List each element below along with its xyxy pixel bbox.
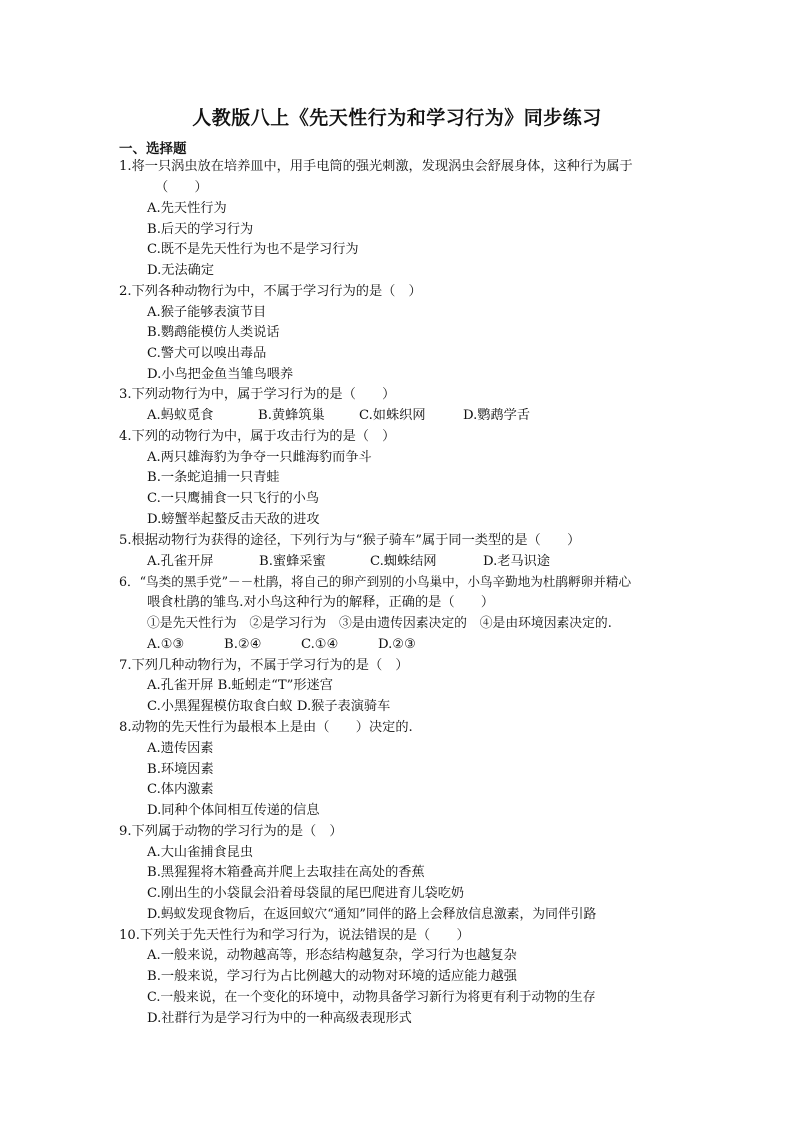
question-4-option-b: B.一条蛇追捕一只青蛙 (147, 470, 280, 485)
question-1-option-d: D.无法确定 (147, 263, 215, 278)
question-3-option-c: C.如蛛织网 (359, 408, 426, 423)
question-6-option-c: C.①④ (301, 637, 339, 652)
question-5-option-d: D.老马识途 (483, 554, 551, 569)
page-title: 人教版八上《先天性行为和学习行为》同步练习 (192, 107, 602, 129)
question-4-option-a: A.两只雄海豹为争夺一只雌海豹而争斗 (147, 450, 372, 465)
question-10-stem: 10.下列关于先天性行为和学习行为，说法错误的是（ ） (119, 928, 470, 943)
question-7-options-line-1: A.孔雀开屏 B.蚯蚓走“T”形迷宫 (147, 678, 333, 693)
question-4-stem: 4.下列的动物行为中，属于攻击行为的是（ ） (119, 429, 396, 444)
question-10-option-a: A.一般来说，动物越高等，形态结构越复杂，学习行为也越复杂 (147, 948, 517, 963)
question-3-option-b: B.黄蜂筑巢 (258, 408, 325, 423)
question-6-option-a: A.①③ (147, 637, 185, 652)
question-10-option-d: D.社群行为是学习行为中的一种高级表现形式 (147, 1011, 412, 1026)
question-9-option-c: C.刚出生的小袋鼠会沿着母袋鼠的尾巴爬进育儿袋吃奶 (147, 886, 465, 901)
question-5-option-a: A.孔雀开屏 (147, 554, 214, 569)
question-6-stem: 6．“鸟类的黑手党”－－杜鹃，将自己的卵产到别的小鸟巢中，小鸟辛勤地为杜鹃孵卵并精心 (119, 574, 632, 589)
question-2-option-d: D.小鸟把金鱼当雏鸟喂养 (147, 367, 294, 382)
question-2-stem: 2.下列各种动物行为中，不属于学习行为的是（ ） (119, 284, 422, 299)
question-5-option-c: C.蜘蛛结网 (370, 554, 437, 569)
question-1-option-c: C.既不是先天性行为也不是学习行为 (147, 242, 359, 257)
question-5-option-b: B.蜜蜂采蜜 (259, 554, 326, 569)
question-3-stem: 3.下列动物行为中，属于学习行为的是（ ） (119, 387, 396, 402)
question-10-option-c: C.一般来说，在一个变化的环境中，动物具备学习新行为将更有利于动物的生存 (147, 990, 596, 1005)
question-8-option-d: D.同种个体间相互传递的信息 (147, 803, 320, 818)
question-1-stem: 1.将一只涡虫放在培养皿中，用手电筒的强光刺激，发现涡虫会舒展身体，这种行为属于 (119, 159, 633, 174)
question-5-stem: 5.根据动物行为获得的途径，下列行为与“猴子骑车”属于同一类型的是（ ） (119, 533, 581, 548)
question-6-stem-continued: 喂食杜鹃的雏鸟.对小鸟这种行为的解释，正确的是（ ） (147, 595, 495, 610)
question-6-statements: ①是先天性行为 ②是学习行为 ③是由遗传因素决定的 ④是由环境因素决定的. (147, 616, 612, 631)
question-7-options-line-2: C.小黑猩猩模仿取食白蚁 D.猴子表演骑车 (147, 699, 391, 714)
section-heading: 一、选择题 (119, 141, 187, 157)
question-4-option-d: D.螃蟹举起螯反击天敌的进攻 (147, 512, 320, 527)
question-9-stem: 9.下列属于动物的学习行为的是（ ） (119, 824, 343, 839)
question-6-option-d: D.②③ (378, 637, 416, 652)
question-9-option-b: B.黑猩猩将木箱叠高并爬上去取挂在高处的香蕉 (147, 865, 425, 880)
question-4-option-c: C.一只鹰捕食一只飞行的小鸟 (147, 491, 320, 506)
question-7-stem: 7.下列几种动物行为，不属于学习行为的是（ ） (119, 658, 409, 673)
question-8-option-c: C.体内激素 (147, 782, 214, 797)
question-1-answer-blank: （ ） (155, 180, 208, 195)
question-8-option-b: B.环境因素 (147, 762, 214, 777)
question-8-option-a: A.遗传因素 (147, 741, 214, 756)
question-8-stem: 8.动物的先天性行为最根本上是由（ ）决定的. (119, 720, 413, 735)
question-3-option-a: A.蚂蚁觅食 (147, 408, 214, 423)
question-10-option-b: B.一般来说，学习行为占比例越大的动物对环境的适应能力越强 (147, 969, 517, 984)
question-6-option-b: B.②④ (224, 637, 262, 652)
question-1-option-a: A.先天性行为 (147, 201, 227, 216)
question-2-option-a: A.猴子能够表演节目 (147, 305, 267, 320)
question-9-option-a: A.大山雀捕食昆虫 (147, 845, 254, 860)
question-9-option-d: D.蚂蚁发现食物后，在返回蚁穴“通知”同伴的路上会释放信息激素，为同伴引路 (147, 907, 597, 922)
question-2-option-c: C.警犬可以嗅出毒品 (147, 346, 267, 361)
question-2-option-b: B.鹦鹉能模仿人类说话 (147, 325, 280, 340)
question-3-option-d: D.鹦鹉学舌 (463, 408, 531, 423)
question-1-option-b: B.后天的学习行为 (147, 222, 254, 237)
